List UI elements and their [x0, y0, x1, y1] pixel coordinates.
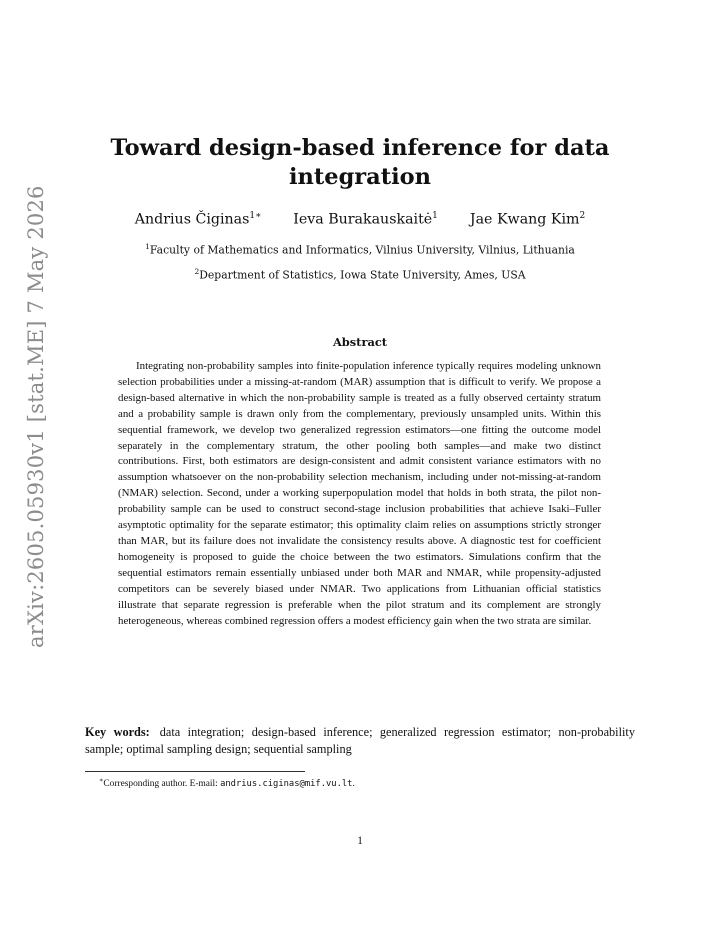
page-number: 1	[357, 835, 363, 847]
footnote: ∗Corresponding author. E-mail: andrius.ciginas@mif.vu.lt.	[99, 777, 355, 790]
author: Andrius Čiginas$^{1∗}$	[134, 211, 262, 228]
email-link[interactable]: andrius.ciginas@mif.vu.lt	[220, 779, 353, 790]
author: Ieva Burakauskaitė$^1$	[293, 211, 438, 228]
author-mark: 1∗	[249, 211, 262, 221]
abstract-body: Integrating non-probability samples into finite-population inference typically requires modeling unknown selection probabilities under a missing-at-random (MAR) assumption that is difficult to verify. We propose a design-based alternative in which the non-probability sample is treated as a fully observed certainty stratum and a probability sample is drawn only from the complementary, previously unsampled units. Within this sequential framework, we develop two generalized regression estimators—one fitting the outcome model separately in the complementary stratum, the other pooling both samples—and make two distinct contributions. First, both estimators are design-consistent and admit consistent variance estimators with no assumption whatsoever on the non-probability selection mechanism, including under not-missing-at-random (NMAR) selection. Second, under a working superpopulation model that holds in both strata, the pilot non-probability sample can be used to construct second-stage inclusion probabilities that achieve Isaki–Fuller asymptotic optimality for the separate estimator; this optimality claim relies on assumptions strictly stronger than MAR, but its failure does not invalidate the consistency results above. A diagnostic test for coefficient homogeneity is proposed to guide the choice between the two estimators. Simulations confirm that the sequential estimators remain essentially unbiased under both MAR and NMAR, while propensity-adjusted competitors can be severely biased under NMAR. Two applications from Lithuanian official statistics illustrate that separate regression is preferable when the pilot stratum and its complement are strongly heterogeneous, whereas combined regression offers a modest efficiency gain when the two strata are similar.	[118, 360, 601, 627]
abstract-heading: Abstract	[332, 335, 388, 349]
keywords-label: Key words:	[85, 725, 150, 739]
arxiv-identifier: arXiv:2605.05930v1 [stat.ME] 7 May 2026	[24, 185, 48, 648]
affiliation: $^1$Faculty of Mathematics and Informatics, Vilnius University, Vilnius, Lithuania	[145, 242, 575, 257]
author-mark: 1	[432, 211, 438, 221]
author: Jae Kwang Kim$^2$	[469, 211, 586, 228]
affiliation-mark: 2	[194, 267, 200, 276]
footnote-rule	[85, 771, 305, 772]
affiliation: $^2$Department of Statistics, Iowa State University, Ames, USA	[194, 267, 526, 282]
affiliation-mark: 1	[145, 242, 150, 251]
keywords	[85, 724, 635, 758]
author-list	[120, 211, 600, 228]
author-mark: 2	[579, 211, 586, 221]
paper-title: Toward design-based inference for data integration	[110, 135, 610, 190]
keywords-text: data integration; design-based inference; generalized regression estimator; non-probability sample; optimal sampling design; sequential sampling	[85, 725, 635, 756]
